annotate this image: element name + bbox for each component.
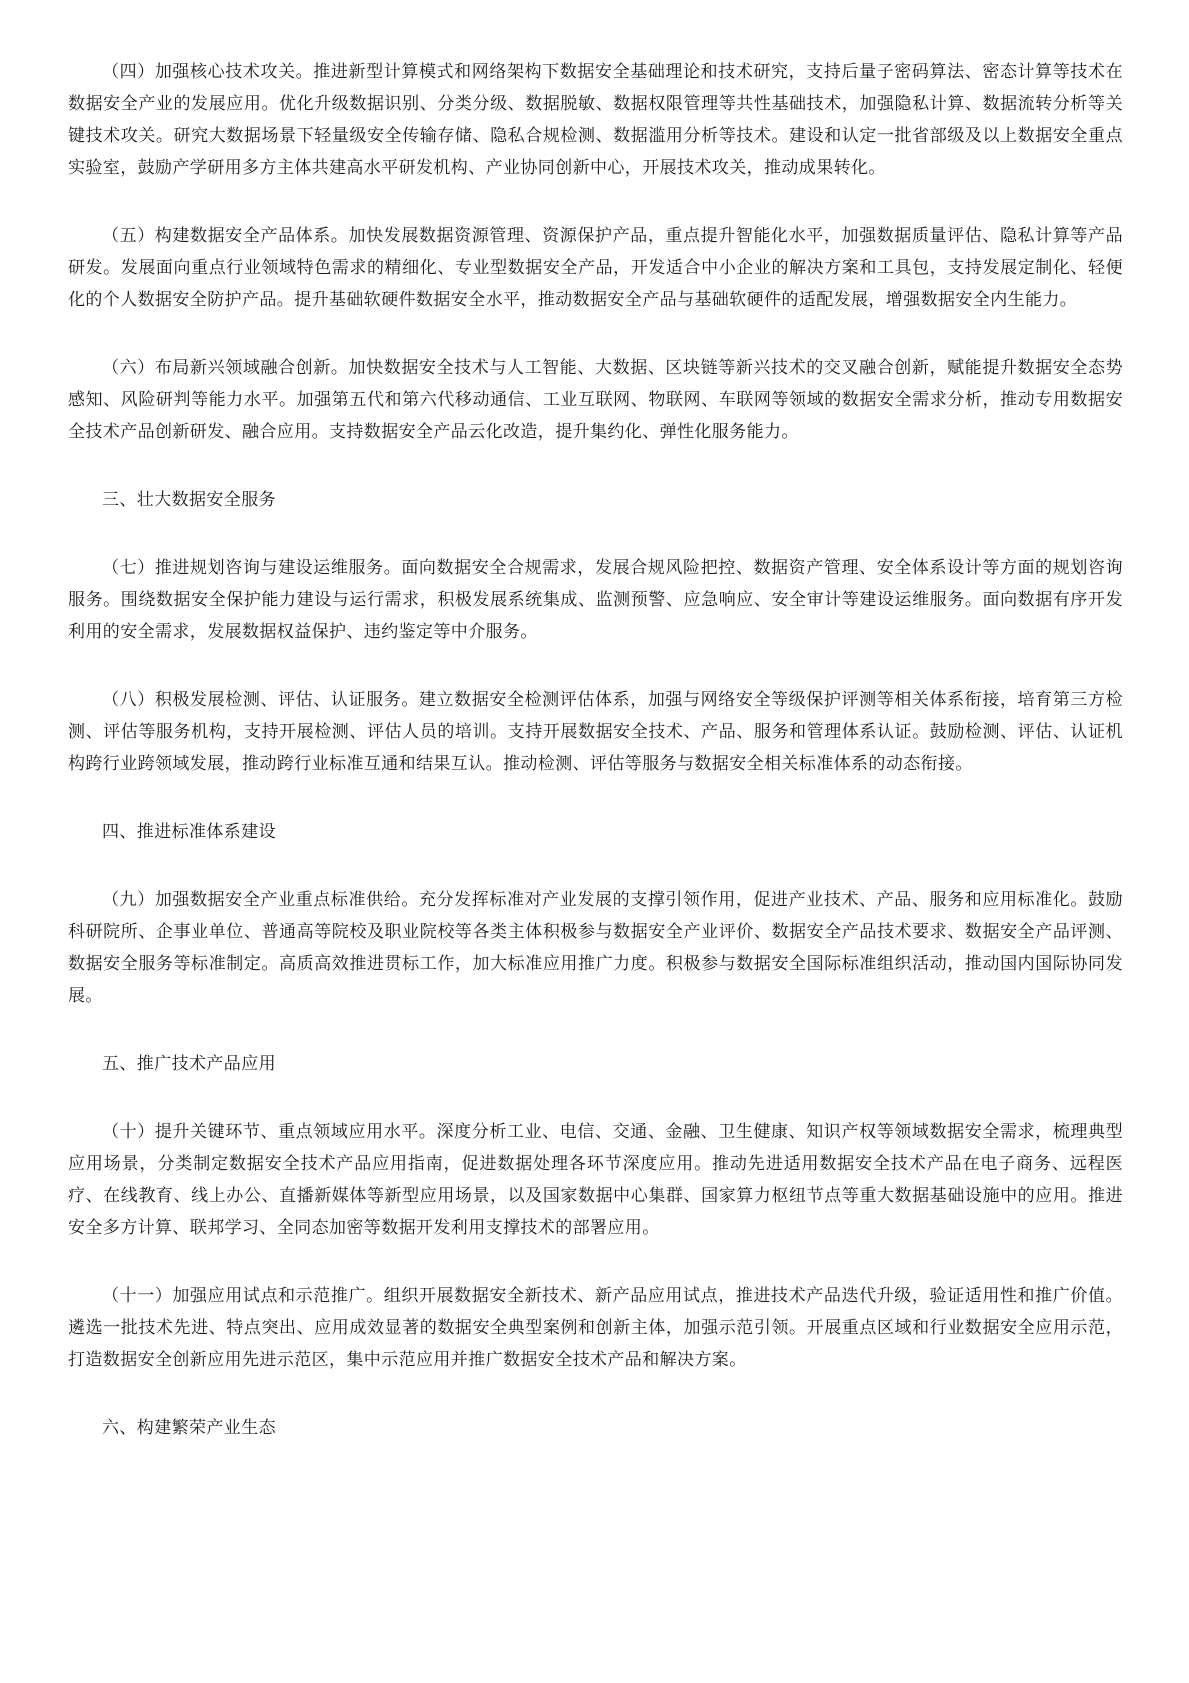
section-heading-3: 三、壮大数据安全服务 bbox=[102, 490, 276, 510]
paragraph-9-standards: （九）加强数据安全产业重点标准供给。充分发挥标准对产业发展的支撑引领作用，促进产业技术、产品、服务和应用标准化。鼓励科研院所、企事业单位、普通高等院校及职业院校等各类主体积极参与数据安全产业评价、数据安全产品技术要求、数据安全产品评测、数据安全服务等标准制定。高质高效推进贯标工作，加大标准应用推广力度。积极参与数据安全国际标准组织活动，推动国内国际协同发展。 bbox=[68, 890, 1123, 1006]
paragraph-11-pilot: （十一）加强应用试点和示范推广。组织开展数据安全新技术、新产品应用试点，推进技术产品迭代升级，验证适用性和推广价值。遴选一批技术先进、特点突出、应用成效显著的数据安全典型案例和创新主体，加强示范引领。开展重点区域和行业数据安全应用示范，打造数据安全创新应用先进示范区，集中示范应用并推广数据安全技术产品和解决方案。 bbox=[68, 1286, 1123, 1370]
paragraph-5-product-system: （五）构建数据安全产品体系。加快发展数据资源管理、资源保护产品，重点提升智能化水平，加强数据质量评估、隐私计算等产品研发。发展面向重点行业领域特色需求的精细化、专业型数据安全产品，开发适合中小企业的解决方案和工具包，支持发展定制化、轻便化的个人数据安全防护产品。提升基础软硬件数据安全水平，推动数据安全产品与基础软硬件的适配发展，增强数据安全内生能力。 bbox=[68, 226, 1123, 310]
paragraph-10-application: （十）提升关键环节、重点领域应用水平。深度分析工业、电信、交通、金融、卫生健康、知识产权等领域数据安全需求，梳理典型应用场景，分类制定数据安全技术产品应用指南，促进数据处理各环节深度应用。推动先进适用数据安全技术产品在电子商务、远程医疗、在线教育、线上办公、直播新媒体等新型应用场景，以及国家数据中心集群、国家算力枢纽节点等重大数据基础设施中的应用。推进安全多方计算、联邦学习、全同态加密等数据开发利用支撑技术的部署应用。 bbox=[68, 1122, 1123, 1238]
paragraph-7-consulting: （七）推进规划咨询与建设运维服务。面向数据安全合规需求，发展合规风险把控、数据资产管理、安全体系设计等方面的规划咨询服务。围绕数据安全保护能力建设与运行需求，积极发展系统集成、监测预警、应急响应、安全审计等建设运维服务。面向数据有序开发利用的安全需求，发展数据权益保护、违约鉴定等中介服务。 bbox=[68, 558, 1123, 642]
paragraph-4-core-tech: （四）加强核心技术攻关。推进新型计算模式和网络架构下数据安全基础理论和技术研究，支持后量子密码算法、密态计算等技术在数据安全产业的发展应用。优化升级数据识别、分类分级、数据脱敏、数据权限管理等共性基础技术，加强隐私计算、数据流转分析等关键技术攻关。研究大数据场景下轻量级安全传输存储、隐私合规检测、数据滥用分析等技术。建设和认定一批省部级及以上数据安全重点实验室，鼓励产学研用多方主体共建高水平研发机构、产业协同创新中心，开展技术攻关，推动成果转化。 bbox=[68, 62, 1123, 178]
section-heading-4: 四、推进标准体系建设 bbox=[102, 822, 276, 842]
paragraph-8-testing: （八）积极发展检测、评估、认证服务。建立数据安全检测评估体系，加强与网络安全等级保护评测等相关体系衔接，培育第三方检测、评估等服务机构，支持开展检测、评估人员的培训。支持开展数据安全技术、产品、服务和管理体系认证。鼓励检测、评估、认证机构跨行业跨领域发展，推动跨行业标准互通和结果互认。推动检测、评估等服务与数据安全相关标准体系的动态衔接。 bbox=[68, 690, 1123, 774]
paragraph-6-emerging-fields: （六）布局新兴领域融合创新。加快数据安全技术与人工智能、大数据、区块链等新兴技术的交叉融合创新，赋能提升数据安全态势感知、风险研判等能力水平。加强第五代和第六代移动通信、工业互联网、物联网、车联网等领域的数据安全需求分析，推动专用数据安全技术产品创新研发、融合应用。支持数据安全产品云化改造，提升集约化、弹性化服务能力。 bbox=[68, 358, 1123, 442]
document-page bbox=[68, 56, 1123, 1444]
section-heading-5: 五、推广技术产品应用 bbox=[102, 1054, 276, 1074]
section-heading-6: 六、构建繁荣产业生态 bbox=[102, 1418, 276, 1438]
